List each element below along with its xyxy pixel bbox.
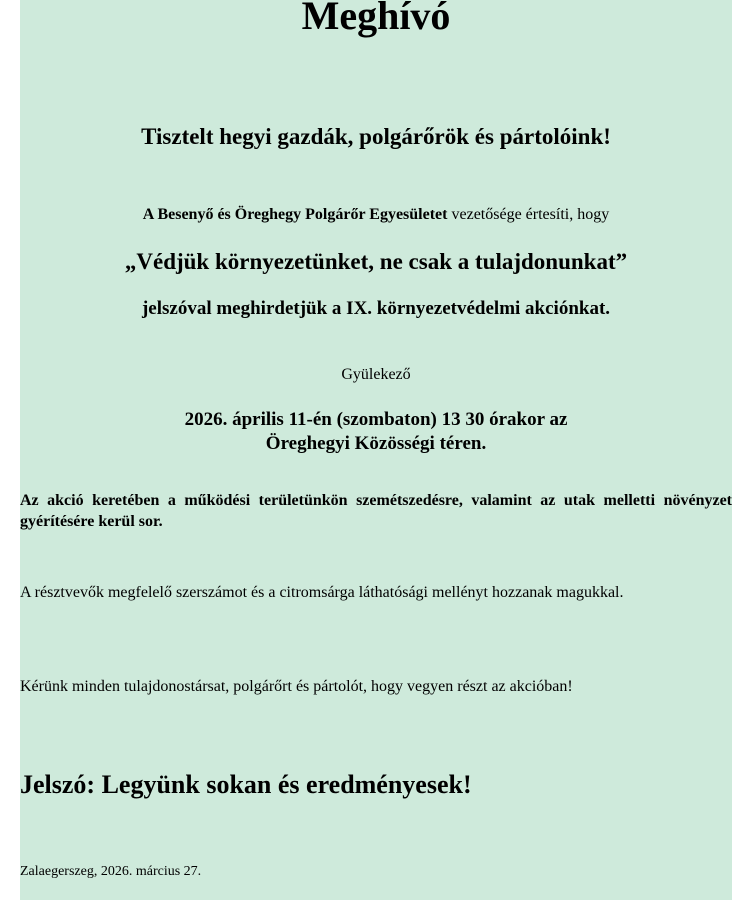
- gathering-label: Gyülekező: [341, 366, 411, 383]
- announcement-line: jelszóval meghirdetjük a IX. környezetvédelmi akciónkat.: [141, 298, 611, 319]
- invitation-title: Meghívó: [301, 0, 451, 38]
- greeting-heading: Tisztelt hegyi gazdák, polgárőrök és pártolóink!: [141, 124, 611, 149]
- organization-name: A Besenyő és Öreghegy Polgárőr Egyesületet: [142, 206, 448, 223]
- gathering-time: 2026. április 11-én (szombaton) 13 30 órakor az: [184, 409, 568, 430]
- slogan-heading: „Védjük környezetünket, ne csak a tulajdonunkat”: [124, 249, 628, 274]
- gathering-details: [20, 408, 732, 456]
- notice-rest: vezetősége értesíti, hogy: [447, 206, 610, 223]
- notice-line: [20, 206, 732, 224]
- invite-paragraph: Kérünk minden tulajdonostársat, polgárőrt és pártolót, hogy vegyen részt az akcióban!: [20, 678, 573, 695]
- tools-paragraph: A résztvevők megfelelő szerszámot és a citromsárga láthatósági mellényt hozzanak magukkal.: [20, 584, 624, 601]
- motto-heading: Jelszó: Legyünk sokan és eredményesek!: [20, 770, 472, 799]
- action-paragraph: Az akció keretében a működési területünkön szemétszedésre, valamint az utak melletti növényzet gyérítésére kerül sor.: [20, 492, 732, 530]
- gathering-place: Öreghegyi Közösségi téren.: [265, 433, 487, 454]
- place-date: Zalaegerszeg, 2026. március 27.: [20, 864, 202, 879]
- invitation-page: [20, 0, 732, 900]
